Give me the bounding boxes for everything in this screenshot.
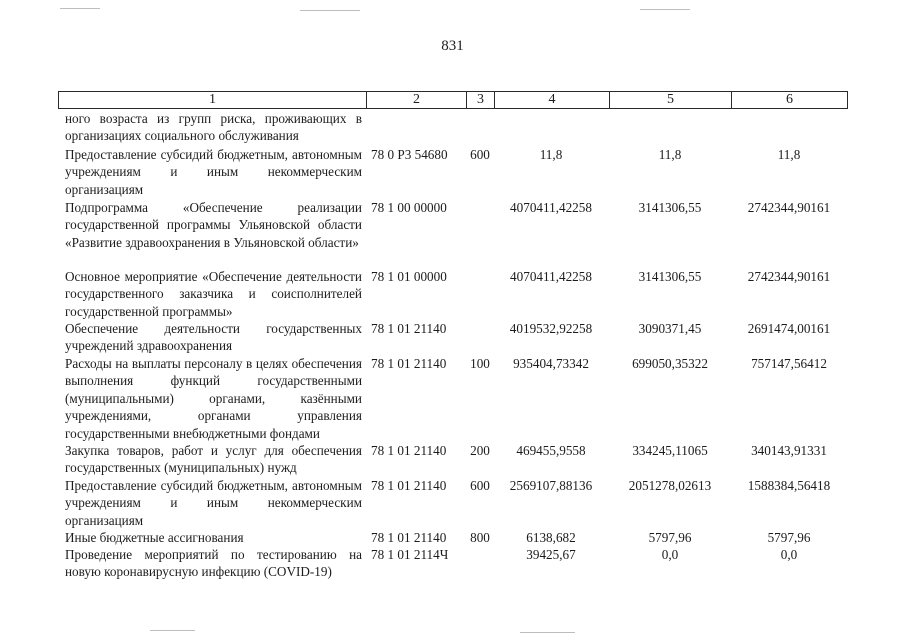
row-value-col6: 2742344,90161 [747, 200, 831, 215]
row-expense-type: 100 [470, 356, 490, 371]
row-code: 78 1 01 21140 [371, 478, 447, 493]
row-value-col5: 699050,35322 [632, 356, 708, 371]
row-name: Предоставление субсидий бюджетным, автономным учреждениям и иным некоммерческим организациям [65, 478, 362, 528]
scan-speck [520, 632, 575, 633]
row-code: 78 1 01 00000 [371, 269, 447, 284]
row-value-col4: 4070411,42258 [510, 200, 592, 215]
row-code: 78 1 01 21140 [371, 530, 447, 545]
header-col-1: 1 [209, 92, 216, 107]
row-expense-type: 800 [470, 530, 490, 545]
scan-speck [60, 8, 100, 9]
row-value-col6: 340143,91331 [751, 443, 827, 458]
header-col-2: 2 [366, 92, 466, 108]
row-expense-type: 600 [470, 478, 490, 493]
row-name: Закупка товаров, работ и услуг для обеспечения государственных (муниципальных) нужд [65, 443, 362, 476]
scan-speck [150, 630, 195, 631]
row-code: 78 1 01 21140 [371, 356, 447, 371]
row-name: Обеспечение деятельности государственных учреждений здравоохранения [65, 321, 362, 354]
row-name: Основное мероприятие «Обеспечение деятельности государственного заказчика и соисполнителей государственной программы» [65, 269, 362, 319]
row-name: Проведение мероприятий по тестированию на новую коронавирусную инфекцию (COVID-19) [65, 547, 362, 580]
row-code: 78 1 01 2114Ч [371, 547, 449, 562]
row-expense-type: 600 [470, 147, 490, 162]
row-name: ного возраста из групп риска, проживающих в организациях социального обслуживания [65, 111, 362, 144]
page-number: 831 [441, 38, 464, 54]
row-expense-type: 200 [470, 443, 490, 458]
row-code: 78 1 00 00000 [371, 200, 447, 215]
row-value-col5: 2051278,02613 [628, 478, 712, 493]
row-value-col6: 757147,56412 [751, 356, 827, 371]
row-code: 78 0 Р3 54680 [371, 147, 448, 162]
row-code: 78 1 01 21140 [371, 321, 447, 336]
row-value-col4: 469455,9558 [516, 443, 586, 458]
row-value-col5: 3141306,55 [638, 269, 702, 284]
row-value-col6: 5797,96 [767, 530, 811, 545]
header-col-5: 5 [609, 92, 731, 108]
row-value-col6: 1588384,56418 [747, 478, 831, 493]
row-code: 78 1 01 21140 [371, 443, 447, 458]
row-value-col6: 2691474,00161 [747, 321, 831, 336]
row-value-col6: 11,8 [777, 147, 801, 162]
row-value-col5: 5797,96 [648, 530, 692, 545]
row-value-col4: 935404,73342 [513, 356, 589, 371]
row-name: Подпрограмма «Обеспечение реализации государственной программы Ульяновской области «Развитие здравоохранения в Ульяновской области» [65, 200, 362, 250]
header-col-6: 6 [731, 92, 847, 108]
scan-speck [300, 10, 360, 11]
header-col-3: 3 [466, 92, 494, 108]
scan-speck [640, 9, 690, 10]
row-value-col5: 11,8 [658, 147, 682, 162]
row-value-col6: 2742344,90161 [747, 269, 831, 284]
row-name: Расходы на выплаты персоналу в целях обеспечения выполнения функций государственными (муниципальными) органами, казёнными учреждениями, органами управления государственными внебюджетными фондами [65, 356, 362, 441]
row-value-col4: 4019532,92258 [509, 321, 593, 336]
row-value-col4: 39425,67 [526, 547, 576, 562]
row-value-col5: 3141306,55 [638, 200, 702, 215]
row-value-col5: 0,0 [661, 547, 679, 562]
table-header-row [58, 91, 848, 109]
row-value-col6: 0,0 [780, 547, 798, 562]
row-value-col4: 2569107,88136 [509, 478, 593, 493]
row-name: Предоставление субсидий бюджетным, автономным учреждениям и иным некоммерческим организациям [65, 147, 362, 197]
row-value-col5: 3090371,45 [638, 321, 702, 336]
row-value-col4: 11,8 [539, 147, 563, 162]
row-value-col5: 334245,11065 [632, 443, 708, 458]
row-value-col4: 6138,682 [526, 530, 576, 545]
header-col-4: 4 [494, 92, 609, 108]
row-value-col4: 4070411,42258 [510, 269, 592, 284]
row-name: Иные бюджетные ассигнования [65, 530, 244, 545]
